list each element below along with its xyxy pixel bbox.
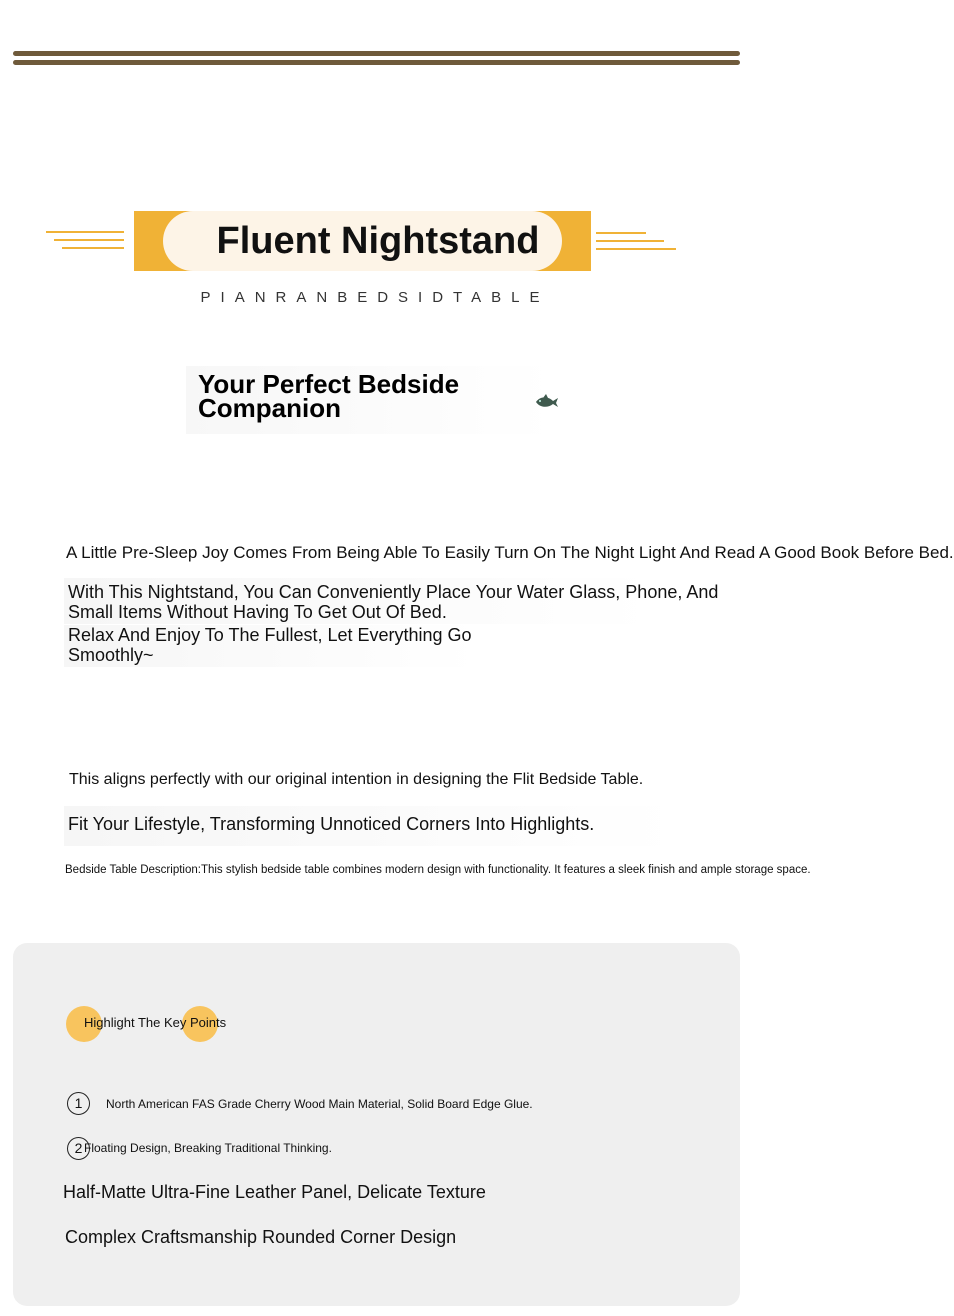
deco-line-left-2 <box>54 239 124 241</box>
highlight-label: Highlight The Key Points <box>84 1015 227 1030</box>
deco-line-left-1 <box>46 231 124 233</box>
tagline: Fit Your Lifestyle, Transforming Unnoticed Corners Into Highlights. <box>68 814 595 834</box>
section-heading: Your Perfect Bedside Companion <box>198 369 460 423</box>
feature-item: Floating Design, Breaking Traditional Thinking. <box>84 1141 332 1155</box>
deco-line-left-3 <box>62 247 124 249</box>
feature-item: Half-Matte Ultra-Fine Leather Panel, Delicate Texture <box>63 1182 486 1202</box>
top-rule-secondary <box>13 60 740 65</box>
paragraph-1: With This Nightstand, You Can Conveniently Place Your Water Glass, Phone, And Small Items Without Having To Get Out Of Bed. <box>68 582 719 622</box>
page-title: Fluent Nightstand <box>216 220 540 262</box>
lead-text: A Little Pre-Sleep Joy Comes From Being Able To Easily Turn On The Night Light And Read A Good Book Before Bed. <box>66 543 954 562</box>
circled-number-icon: 1 <box>67 1092 90 1115</box>
feature-item: North American FAS Grade Cherry Wood Main Material, Solid Board Edge Glue. <box>106 1097 533 1111</box>
deco-line-right-2 <box>596 240 664 242</box>
top-rule <box>13 51 740 56</box>
feature-item: Complex Craftsmanship Rounded Corner Design <box>65 1227 457 1247</box>
description: Bedside Table Description:This stylish bedside table combines modern design with functionality. It features a sleek finish and ample storage space. <box>65 864 811 876</box>
circled-number-icon: 2 <box>67 1137 90 1160</box>
intention-statement: This aligns perfectly with our original intention in designing the Flit Bedside Table. <box>69 771 644 788</box>
deco-line-right-1 <box>596 232 646 234</box>
page-subtitle: PIANRANBEDSIDTABLE <box>200 289 550 306</box>
deco-line-right-3 <box>596 248 676 250</box>
paragraph-2: Relax And Enjoy To The Fullest, Let Everything Go Smoothly~ <box>68 625 472 665</box>
fish-icon <box>533 393 559 411</box>
highlights-panel <box>13 943 740 1306</box>
